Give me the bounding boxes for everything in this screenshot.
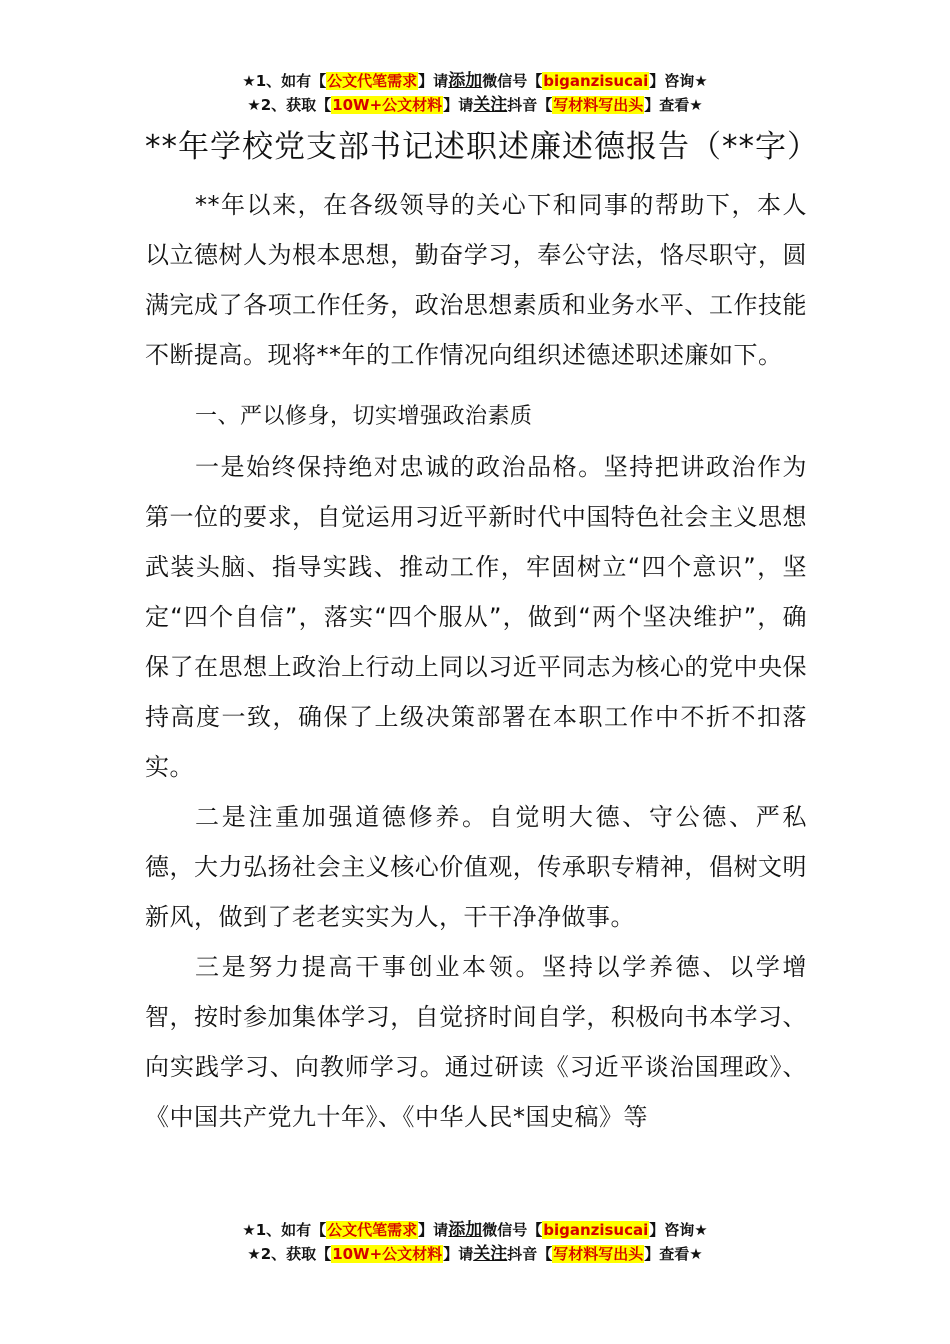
- highlight-douyin-name: 写材料写出头: [553, 1245, 644, 1263]
- underlined-add: 添加: [448, 1220, 483, 1240]
- document-body: [145, 124, 819, 1142]
- underlined-add: 添加: [448, 71, 483, 91]
- promo-line-2: ★2、获取【10W+公文材料】请关注抖音【写材料写出头】查看★: [247, 95, 703, 115]
- promo-banner-bottom: [0, 1218, 950, 1266]
- intro-paragraph: **年以来，在各级领导的关心下和同事的帮助下，本人以立德树人为根本思想，勤奋学习，奉公守法，恪尽职守，圆满完成了各项工作任务，政治思想素质和业务水平、工作技能不断提高。现将**年的工作情况向组织述德述职述廉如下。: [145, 191, 807, 369]
- highlight-materials: 10W+公文材料: [332, 96, 443, 114]
- paragraph-moral-cultivation: 二是注重加强道德修养。自觉明大德、守公德、严私德，大力弘扬社会主义核心价值观，传承职专精神，倡树文明新风，做到了老老实实为人，干干净净做事。: [145, 803, 807, 931]
- document-title: **年学校党支部书记述职述廉述德报告（**字）: [145, 129, 819, 165]
- promo-line-1-bottom: ★1、如有【公文代笔需求】请添加微信号【biganzisucai】咨询★: [242, 1220, 708, 1240]
- highlight-douyin-name: 写材料写出头: [553, 96, 644, 114]
- paragraph-political-loyalty: 一是始终保持绝对忠诚的政治品格。坚持把讲政治作为第一位的要求，自觉运用习近平新时代中国特色社会主义思想武装头脑、指导实践、推动工作，牢固树立“四个意识”，坚定“四个自信”，落实“四个服从”，做到“两个坚决维护”，确保了在思想上政治上行动上同以习近平同志为核心的党中央保持高度一致，确保了上级决策部署在本职工作中不折不扣落实。: [145, 453, 807, 781]
- highlight-ghostwriting: 公文代笔需求: [327, 72, 418, 90]
- promo-banner-top: [0, 69, 950, 117]
- highlight-ghostwriting: 公文代笔需求: [327, 1221, 418, 1239]
- promo-line-1: ★1、如有【公文代笔需求】请添加微信号【biganzisucai】咨询★: [242, 71, 708, 91]
- promo-line-2-bottom: ★2、获取【10W+公文材料】请关注抖音【写材料写出头】查看★: [247, 1244, 703, 1264]
- highlight-wechat-id: biganzisucai: [543, 1221, 649, 1239]
- highlight-wechat-id: biganzisucai: [543, 72, 649, 90]
- highlight-materials: 10W+公文材料: [332, 1245, 443, 1263]
- underlined-follow: 关注: [473, 1244, 508, 1264]
- paragraph-work-ability: 三是努力提高干事创业本领。坚持以学养德、以学增智，按时参加集体学习，自觉挤时间自学，积极向书本学习、向实践学习、向教师学习。通过研读《习近平谈治国理政》、《中国共产党九十年》、《中华人民*国史稿》等: [145, 953, 807, 1131]
- underlined-follow: 关注: [473, 95, 508, 115]
- section-heading-1: 一、严以修身，切实增强政治素质: [195, 404, 533, 429]
